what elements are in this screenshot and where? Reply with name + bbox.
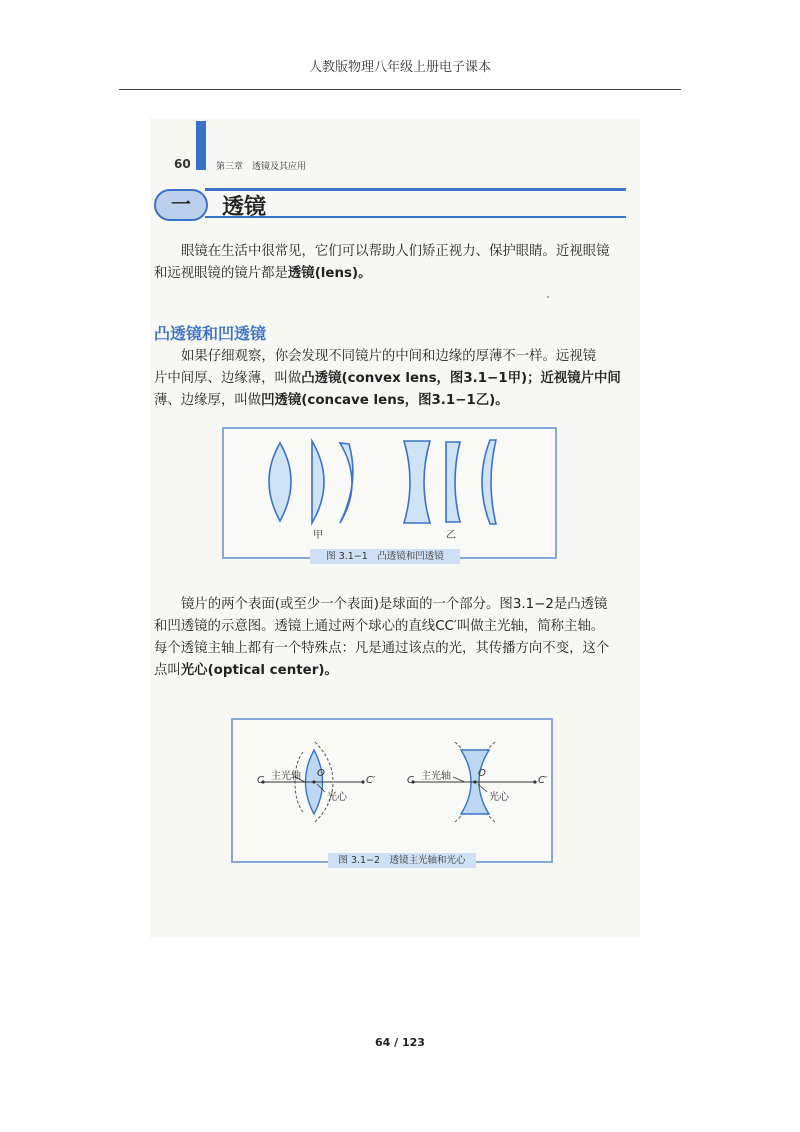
label-optical-center-right: 光心 xyxy=(489,792,509,803)
lens-shapes xyxy=(224,429,554,554)
term-concave: 凹透镜 xyxy=(261,393,302,408)
label-main-axis-right: 主光轴 xyxy=(421,771,451,782)
convex-lens-diagram xyxy=(261,742,364,822)
para1-line-1: 如果仔细观察，你会发现不同镜片的中间和边缘的厚薄不一样。远视镜 xyxy=(181,349,597,364)
figure-label-jia: 甲 xyxy=(313,530,323,541)
intro-line-2: 和远视眼镜的镜片都是透镜(lens)。 xyxy=(154,266,372,281)
book-page-number: 60 xyxy=(174,157,191,171)
label-o-right: O xyxy=(478,768,486,779)
para1-line-3: 薄、边缘厚，叫做凹透镜(concave lens，图3.1−1乙)。 xyxy=(154,393,509,408)
optical-center-paragraph xyxy=(154,594,629,682)
label-c-right: C xyxy=(407,775,414,786)
para2-line-3: 每个透镜主轴上都有一个特殊点：凡是通过该点的光，其传播方向不变，这个 xyxy=(154,641,610,656)
term-optical-center: 光心 xyxy=(180,663,208,678)
term-lens: 透镜 xyxy=(287,266,315,281)
label-o-left: O xyxy=(317,768,325,779)
para1-line-2: 片中间厚、边缘薄，叫做凸透镜(convex lens，图3.1−1甲)；近视镜片中间 xyxy=(154,371,621,386)
intro-paragraph xyxy=(154,241,629,285)
label-main-axis-left: 主光轴 xyxy=(271,771,301,782)
section-rule-top xyxy=(205,188,626,191)
label-c-prime-right: C′ xyxy=(538,775,548,786)
section-number-badge: 一 xyxy=(154,189,208,221)
intro-line-1: 眼镜在生活中很常见，它们可以帮助人们矫正视力、保护眼睛。近视眼镜 xyxy=(181,244,610,259)
figure-2-caption: 图 3.1−2 透镜主光轴和光心 xyxy=(328,853,476,868)
chapter-color-bar xyxy=(196,121,206,170)
lens-definition-paragraph xyxy=(154,346,629,412)
figure-1-caption: 图 3.1−1 凸透镜和凹透镜 xyxy=(310,549,460,564)
figure-label-yi: 乙 xyxy=(446,530,456,541)
term-convex: 凸透镜 xyxy=(301,371,342,386)
section-title: 透镜 xyxy=(222,195,267,220)
section-rule-bottom xyxy=(205,216,626,218)
scan-speck xyxy=(547,296,549,298)
plano-convex-lens xyxy=(312,441,324,523)
document-header: 人教版物理八年级上册电子课本 xyxy=(308,60,491,75)
para2-line-2: 和凹透镜的示意图。透镜上通过两个球心的直线CC′叫做主光轴，简称主轴。 xyxy=(154,619,605,634)
pdf-page-indicator: 64 / 123 xyxy=(375,1036,425,1049)
header-rule xyxy=(119,89,681,90)
convex-meniscus-lens xyxy=(340,443,353,523)
biconcave-lens xyxy=(404,441,430,523)
label-c-left: C xyxy=(257,775,264,786)
para2-line-4: 点叫光心(optical center)。 xyxy=(154,663,338,678)
chapter-title: 第三章 透镜及其应用 xyxy=(216,162,307,172)
label-optical-center-left: 光心 xyxy=(327,792,347,803)
biconvex-lens xyxy=(269,443,291,521)
label-c-prime-left: C′ xyxy=(366,775,376,786)
concave-lens-diagram xyxy=(411,742,536,822)
plano-concave-lens xyxy=(446,442,460,522)
concave-meniscus-lens xyxy=(482,440,496,524)
para2-line-1: 镜片的两个表面(或至少一个表面)是球面的一个部分。图3.1−2是凸透镜 xyxy=(181,597,608,612)
subsection-title: 凸透镜和凹透镜 xyxy=(154,324,267,343)
